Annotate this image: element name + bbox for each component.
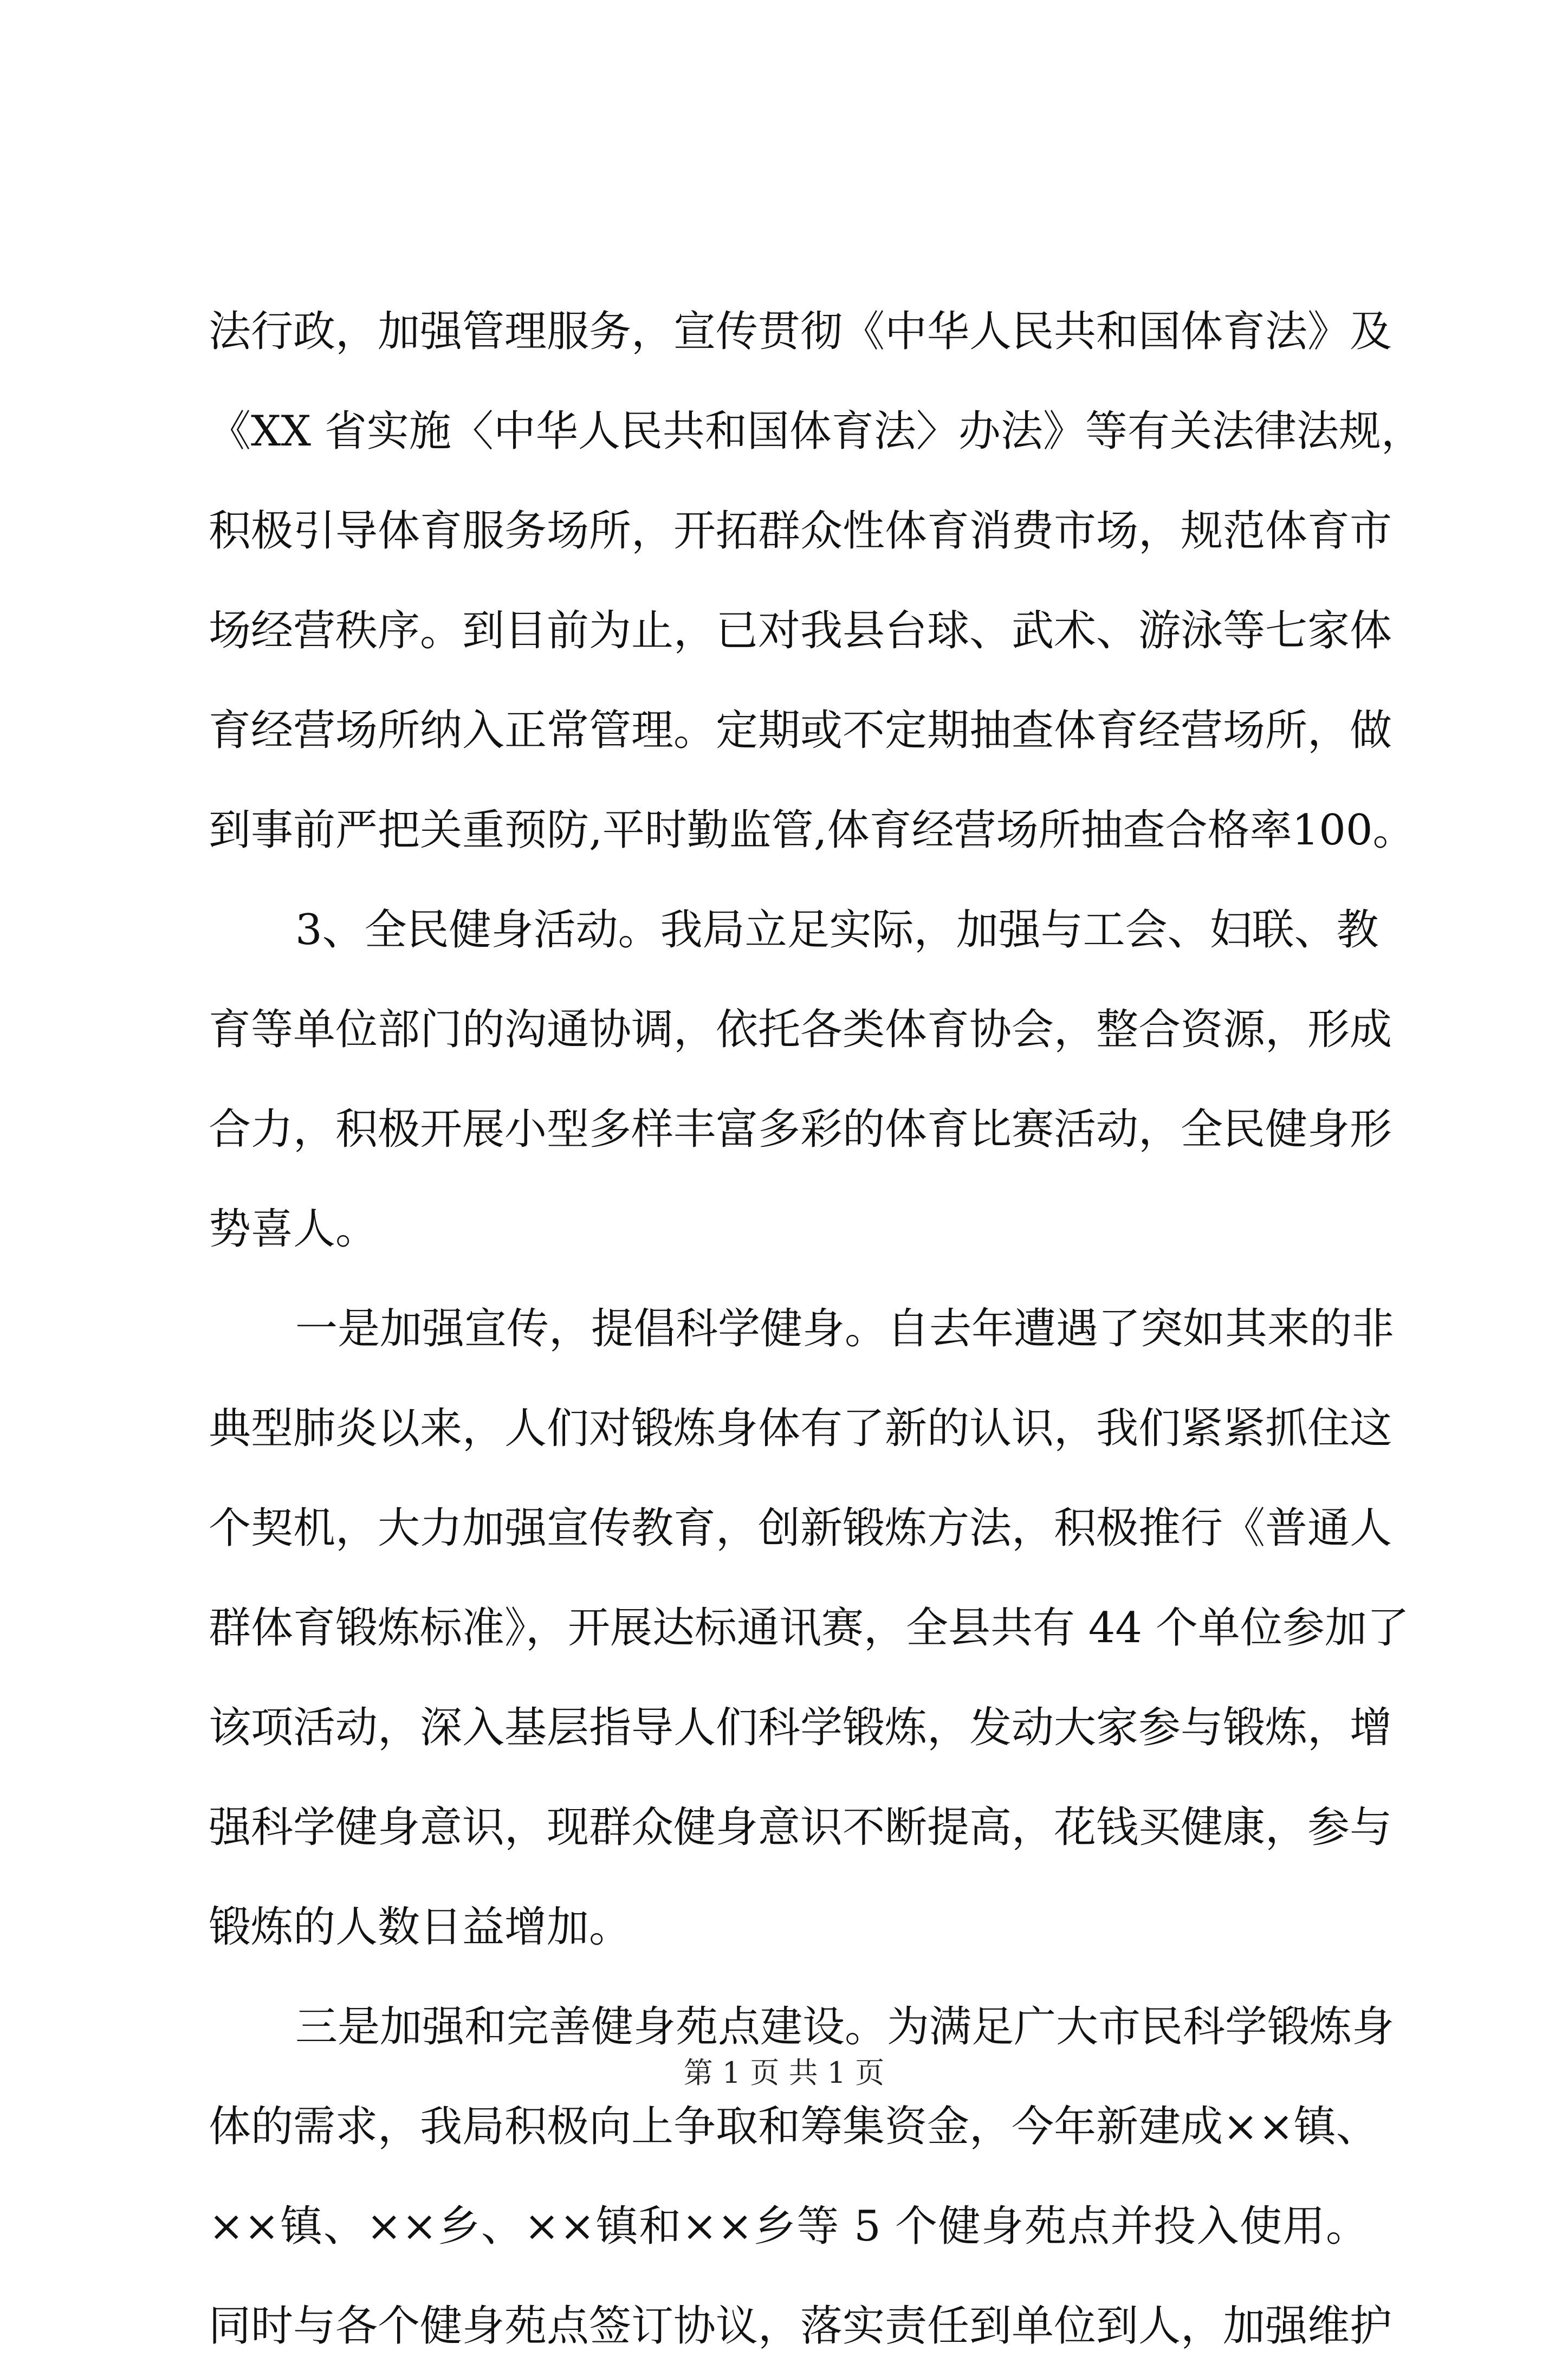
text-line: 育等单位部门的沟通协调，依托各类体育协会，整合资源，形成 <box>209 1005 1392 1054</box>
text-line: 强科学健身意识，现群众健身意识不断提高，花钱买健康，参与 <box>209 1803 1392 1852</box>
text-line: ××镇、××乡、××镇和××乡等 5 个健身苑点并投入使用。 <box>209 2202 1368 2251</box>
text-line: 三是加强和完善健身苑点建设。为满足广大市民科学锻炼身 <box>295 2003 1395 2051</box>
text-line: 育经营场所纳入正常管理。定期或不定期抽查体育经营场所，做 <box>209 706 1392 755</box>
text-line: 典型肺炎以来，人们对锻炼身体有了新的认识，我们紧紧抓住这 <box>209 1404 1392 1453</box>
page-footer: 第 1 页 共 1 页 <box>683 2056 885 2090</box>
text-line: 同时与各个健身苑点签订协议，落实责任到单位到人，加强维护 <box>209 2302 1392 2351</box>
text-line: 势喜人。 <box>209 1205 378 1254</box>
text-line: 3、全民健身活动。我局立足实际，加强与工会、妇联、教 <box>295 906 1379 954</box>
text-line: 合力，积极开展小型多样丰富多彩的体育比赛活动，全民健身形 <box>209 1105 1392 1154</box>
text-line: 群体育锻炼标准》，开展达标通讯赛，全县共有 44 个单位参加了 <box>209 1604 1409 1652</box>
text-line: 一是加强宣传，提倡科学健身。自去年遭遇了突如其来的非 <box>295 1305 1395 1353</box>
text-line: 该项活动，深入基层指导人们科学锻炼，发动大家参与锻炼，增 <box>209 1703 1392 1752</box>
text-line: 《XX 省实施〈中华人民共和国体育法〉办法》等有关法律法规， <box>209 407 1423 456</box>
text-line: 个契机，大力加强宣传教育，创新锻炼方法，积极推行《普通人 <box>209 1504 1392 1553</box>
text-line: 场经营秩序。到目前为止，已对我县台球、武术、游泳等七家体 <box>209 606 1392 655</box>
text-line: 积极引导体育服务场所，开拓群众性体育消费市场，规范体育市 <box>209 507 1392 556</box>
text-line: 到事前严把关重预防,平时勤监管,体育经营场所抽查合格率100。 <box>209 806 1415 855</box>
text-line: 法行政，加强管理服务，宣传贯彻《中华人民共和国体育法》及 <box>209 307 1392 356</box>
text-line: 锻炼的人数日益增加。 <box>209 1903 632 1952</box>
text-line: 体的需求，我局积极向上争取和筹集资金，今年新建成××镇、 <box>209 2102 1378 2151</box>
